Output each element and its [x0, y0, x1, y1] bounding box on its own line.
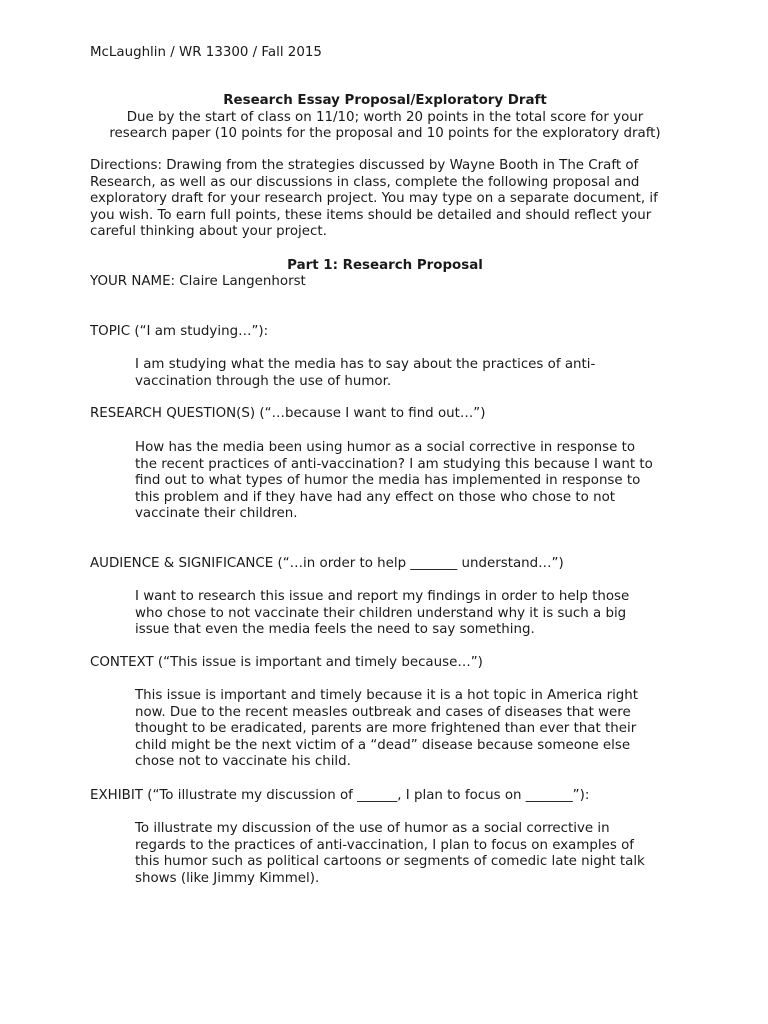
answer-line: this humor such as political cartoons or segments of comedic late night talk [135, 854, 645, 870]
answer-line: now. Due to the recent measles outbreak and cases of diseases that were [135, 704, 631, 720]
due-line-1: Due by the start of class on 11/10; worth 20 points in the total score for your [126, 109, 644, 125]
answer-line: child might be the next victim of a “dead” disease because someone else [135, 737, 631, 753]
audience-label: AUDIENCE & SIGNIFICANCE (“…in order to help _______ understand…”) [90, 556, 564, 571]
topic-label: TOPIC (“I am studying…”): [90, 324, 269, 339]
audience-answer [135, 589, 680, 639]
answer-line: How has the media been using humor as a social corrective in response to [135, 440, 636, 455]
directions-line: Directions: Drawing from the strategies discussed by Wayne Booth in The Craft of [90, 158, 639, 173]
context-answer [135, 688, 680, 771]
topic-answer [135, 357, 680, 390]
answer-line: shows (like Jimmy Kimmel). [135, 870, 320, 886]
directions-line: exploratory draft for your research project. You may type on a separate document, if [90, 191, 658, 207]
due-line-2: research paper (10 points for the proposal and 10 points for the exploratory draft) [109, 126, 661, 142]
answer-line: the recent practices of anti-vaccination? I am studying this because I want to [135, 456, 653, 472]
directions-line: careful thinking about your project. [90, 224, 327, 240]
title-block [90, 93, 680, 143]
answer-line: regards to the practices of anti-vaccination, I plan to focus on examples of [135, 837, 634, 853]
directions-paragraph [90, 158, 680, 241]
answer-line: this problem and if they have had any effect on those who chose to not [135, 489, 616, 505]
answer-line: vaccination through the use of humor. [135, 373, 392, 389]
directions-line: Research, as well as our discussions in class, complete the following proposal and [90, 174, 640, 190]
document-title: Research Essay Proposal/Exploratory Draft [223, 93, 547, 108]
answer-line: thought to be eradicated, parents are more frightened than ever that their [135, 721, 637, 737]
answer-line: vaccinate their children. [135, 506, 298, 522]
answer-line: I am studying what the media has to say about the practices of anti- [135, 357, 596, 372]
answer-line: To illustrate my discussion of the use of humor as a social corrective in [135, 821, 610, 836]
course-header: McLaughlin / WR 13300 / Fall 2015 [90, 45, 322, 60]
exhibit-answer [135, 821, 680, 887]
research-question-answer [135, 440, 680, 523]
exhibit-label: EXHIBIT (“To illustrate my discussion of ______, I plan to focus on _______”): [90, 788, 590, 803]
answer-line: chose not to vaccinate his child. [135, 754, 351, 770]
answer-line: I want to research this issue and report my findings in order to help those [135, 589, 630, 604]
part-1-title: Part 1: Research Proposal [287, 258, 483, 273]
answer-line: This issue is important and timely because it is a hot topic in America right [135, 688, 639, 703]
answer-line: find out to what types of humor the media has implemented in response to [135, 473, 641, 489]
context-label: CONTEXT (“This issue is important and timely because…”) [90, 655, 483, 670]
research-question-label: RESEARCH QUESTION(S) (“…because I want to find out…”) [90, 406, 486, 421]
answer-line: who chose to not vaccinate their children understand why it is such a big [135, 605, 627, 621]
directions-line: you wish. To earn full points, these items should be detailed and should reflect your [90, 207, 652, 223]
answer-line: issue that even the media feels the need to say something. [135, 622, 535, 638]
student-name-line: YOUR NAME: Claire Langenhorst [90, 274, 306, 289]
